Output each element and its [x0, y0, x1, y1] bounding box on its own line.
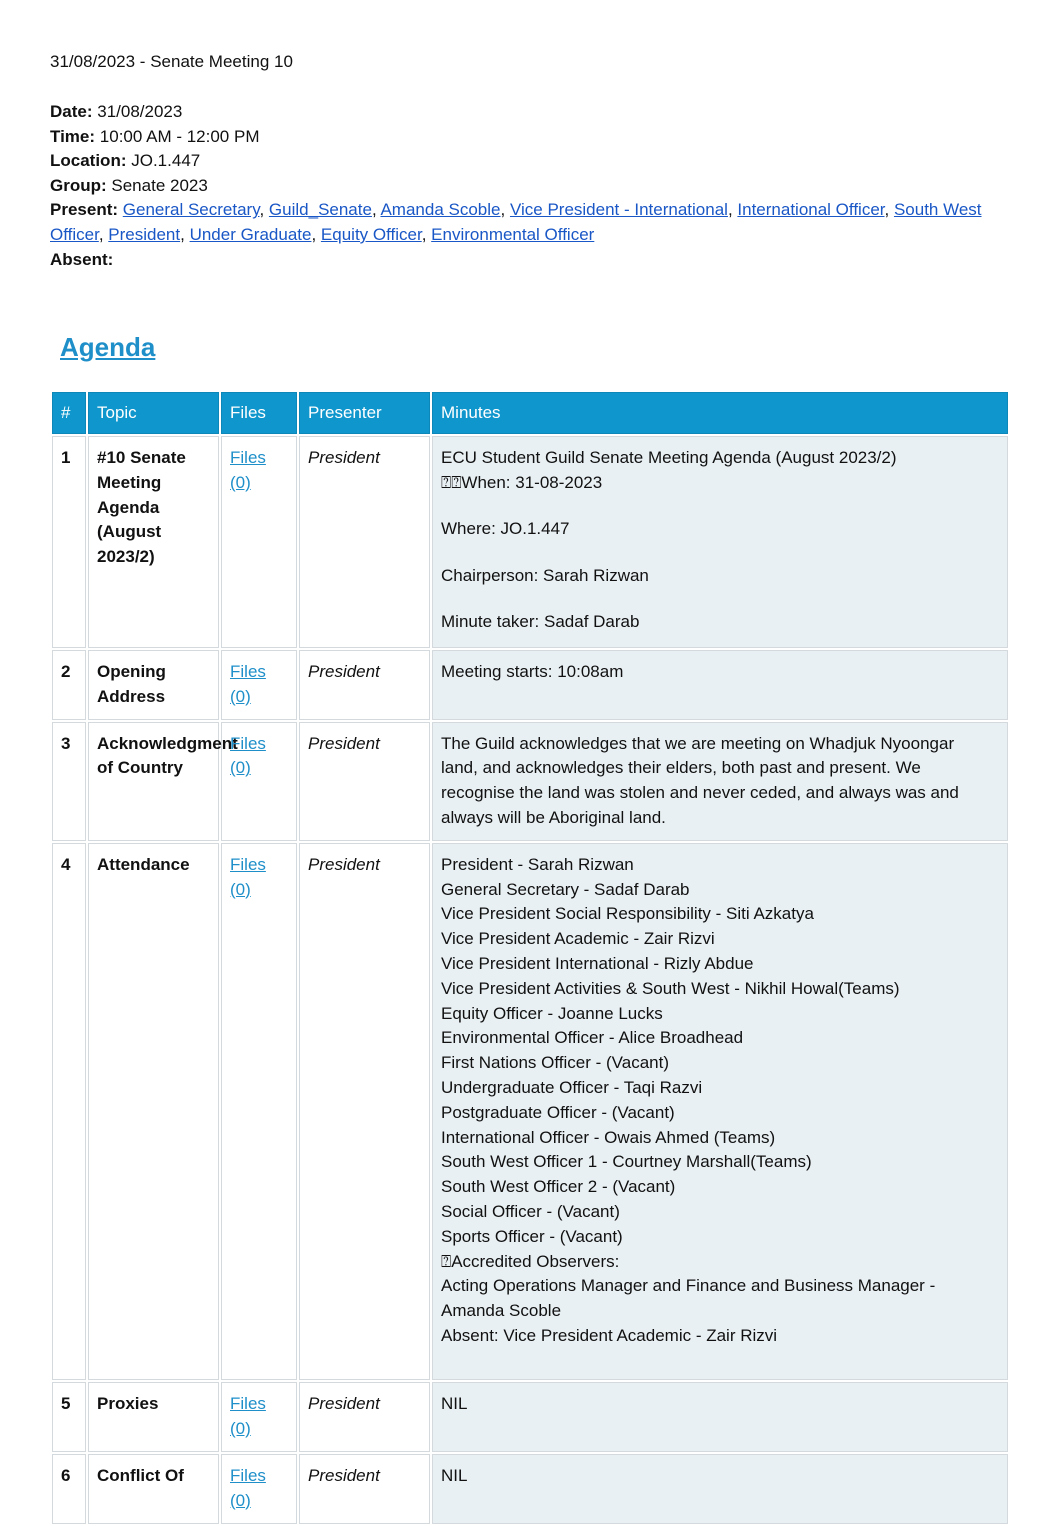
minutes-line: South West Officer 2 - (Vacant) [441, 1177, 676, 1197]
present-member-link[interactable]: Vice President - International [509, 200, 728, 220]
minutes-line: Undergraduate Officer - Taqi Razvi [441, 1077, 703, 1097]
present-member-link[interactable]: Environmental Officer [431, 224, 595, 244]
agenda-item-presenter: President [299, 650, 430, 720]
files-cell [221, 436, 297, 648]
agenda-row [52, 1382, 1008, 1452]
files-cell [221, 722, 297, 841]
agenda-item-minutes [432, 843, 1008, 1381]
agenda-row [52, 843, 1008, 1381]
minutes-line: Chairperson: Sarah Rizwan [441, 565, 649, 585]
minutes-line: NIL [441, 1394, 468, 1414]
minutes-line: Equity Officer - Joanne Lucks [441, 1003, 663, 1023]
agenda-row [52, 650, 1008, 720]
minutes-line: Vice President Social Responsibility - Siti Azkatya [441, 904, 814, 924]
present-member-link[interactable]: Amanda Scoble [380, 200, 501, 220]
minutes-line: ⍰⍰When: 31-08-2023 [441, 472, 603, 492]
group-line [50, 174, 1010, 199]
minutes-line: ⍰Accredited Observers: [441, 1251, 620, 1271]
group-value: Senate 2023 [111, 175, 208, 195]
agenda-item-presenter: President [299, 1382, 430, 1452]
column-header-number: # [52, 392, 86, 434]
files-link[interactable]: Files (0) [230, 733, 266, 778]
date-line [50, 100, 1010, 125]
minutes-blank-line [441, 1349, 999, 1371]
minutes-line: land, and acknowledges their elders, both past and present. We [441, 758, 921, 778]
minutes-line: always will be Aboriginal land. [441, 807, 666, 827]
present-member-link[interactable]: International Officer [737, 200, 885, 220]
agenda-row [52, 722, 1008, 841]
minutes-line: Sports Officer - (Vacant) [441, 1226, 623, 1246]
minutes-line: Vice President Academic - Zair Rizvi [441, 929, 715, 949]
present-member-link[interactable]: General Secretary [122, 200, 260, 220]
agenda-item-minutes [432, 436, 1008, 648]
present-member-link[interactable]: Equity Officer [320, 224, 422, 244]
agenda-item-presenter: President [299, 436, 430, 648]
agenda-item-number: 6 [52, 1454, 86, 1524]
group-label: Group: [50, 175, 107, 195]
files-link[interactable]: Files (0) [230, 448, 266, 492]
minutes-line: Postgraduate Officer - (Vacant) [441, 1102, 675, 1122]
agenda-item-number: 1 [52, 436, 86, 648]
minutes-line: ECU Student Guild Senate Meeting Agenda (August 2023/2) [441, 448, 897, 467]
time-line [50, 125, 1010, 150]
minutes-line: NIL [441, 1465, 468, 1485]
files-link[interactable]: Files (0) [230, 1465, 266, 1510]
column-header-minutes: Minutes [432, 392, 1008, 434]
agenda-item-presenter: President [299, 843, 430, 1381]
location-line [50, 149, 1010, 174]
minutes-line: International Officer - Owais Ahmed (Teams) [441, 1127, 776, 1147]
minutes-blank-line [441, 496, 999, 518]
agenda-item-number: 5 [52, 1382, 86, 1452]
files-cell [221, 843, 297, 1381]
agenda-item-number: 3 [52, 722, 86, 841]
date-label: Date: [50, 102, 93, 121]
files-cell [221, 1382, 297, 1452]
list-separator: , [884, 200, 894, 220]
agenda-heading-link[interactable]: Agenda [60, 332, 156, 362]
minutes-line: Meeting starts: 10:08am [441, 662, 624, 681]
agenda-row [52, 1454, 1008, 1524]
list-separator: , [371, 200, 381, 220]
files-link[interactable]: Files (0) [230, 1394, 266, 1439]
minutes-line: Acting Operations Manager and Finance and Business Manager - [441, 1276, 936, 1296]
list-separator: , [500, 200, 510, 220]
time-label: Time: [50, 126, 96, 146]
agenda-item-minutes [432, 1454, 1008, 1524]
agenda-table [50, 390, 1010, 1526]
minutes-line: President - Sarah Rizwan [441, 854, 634, 874]
files-link[interactable]: Files (0) [230, 662, 266, 706]
list-separator: , [421, 224, 432, 244]
agenda-item-number: 2 [52, 650, 86, 720]
present-label: Present: [50, 200, 119, 220]
present-member-link[interactable]: South West Officer [50, 200, 982, 244]
present-line [50, 198, 1010, 247]
agenda-item-presenter: President [299, 722, 430, 841]
minutes-line: Environmental Officer - Alice Broadhead [441, 1028, 744, 1048]
minutes-line: Social Officer - (Vacant) [441, 1201, 620, 1221]
minutes-blank-line [441, 588, 999, 610]
minutes-line: The Guild acknowledges that we are meeting on Whadjuk Nyoongar [441, 733, 955, 753]
list-separator: , [180, 224, 190, 244]
minutes-line: recognise the land was stolen and never ceded, and always was and [441, 783, 959, 803]
list-separator: , [98, 224, 109, 244]
agenda-row [52, 436, 1008, 648]
agenda-item-topic: Acknowledgment of Country [88, 722, 219, 841]
meeting-details [50, 100, 1010, 272]
minutes-line: Absent: Vice President Academic - Zair Rizvi [441, 1325, 778, 1345]
present-member-link[interactable]: Under Graduate [189, 224, 312, 244]
agenda-item-number: 4 [52, 843, 86, 1381]
agenda-item-minutes [432, 1382, 1008, 1452]
list-separator: , [727, 200, 738, 220]
agenda-item-topic: Attendance [88, 843, 219, 1381]
minutes-line: Minute taker: Sadaf Darab [441, 611, 640, 631]
location-value: JO.1.447 [131, 151, 201, 171]
column-header-files: Files [221, 392, 297, 434]
list-separator: , [259, 200, 269, 220]
agenda-item-topic: Conflict Of [88, 1454, 219, 1524]
present-member-link[interactable]: Guild_Senate [268, 200, 372, 220]
files-cell [221, 1454, 297, 1524]
document-title: 31/08/2023 - Senate Meeting 10 [50, 52, 293, 71]
agenda-item-topic: Opening Address [88, 650, 219, 720]
agenda-header-row [52, 392, 1008, 434]
files-cell [221, 650, 297, 720]
location-label: Location: [50, 151, 127, 171]
column-header-presenter: Presenter [299, 392, 430, 434]
minutes-blank-line [441, 542, 999, 564]
minutes-line: South West Officer 1 - Courtney Marshall(Teams) [441, 1152, 812, 1172]
minutes-line: Vice President International - Rizly Abdue [441, 953, 754, 973]
minutes-line: General Secretary - Sadaf Darab [441, 879, 690, 899]
agenda-item-minutes [432, 650, 1008, 720]
minutes-line: Where: JO.1.447 [441, 519, 570, 539]
agenda-item-minutes [432, 722, 1008, 841]
agenda-body [52, 436, 1008, 1524]
date-value: 31/08/2023 [97, 102, 183, 121]
files-link[interactable]: Files (0) [230, 854, 266, 899]
absent-label: Absent: [50, 249, 114, 269]
agenda-item-topic: Proxies [88, 1382, 219, 1452]
list-separator: , [311, 224, 321, 244]
minutes-line: Vice President Activities & South West - Nikhil Howal(Teams) [441, 978, 900, 998]
minutes-line: Amanda Scoble [441, 1301, 562, 1321]
minutes-line: First Nations Officer - (Vacant) [441, 1053, 669, 1073]
agenda-item-topic: #10 Senate Meeting Agenda (August 2023/2) [88, 436, 219, 648]
present-member-link[interactable]: President [108, 224, 181, 244]
agenda-item-presenter: President [299, 1454, 430, 1524]
time-value: 10:00 AM - 12:00 PM [99, 126, 260, 146]
column-header-topic: Topic [88, 392, 219, 434]
absent-line [50, 248, 1010, 273]
